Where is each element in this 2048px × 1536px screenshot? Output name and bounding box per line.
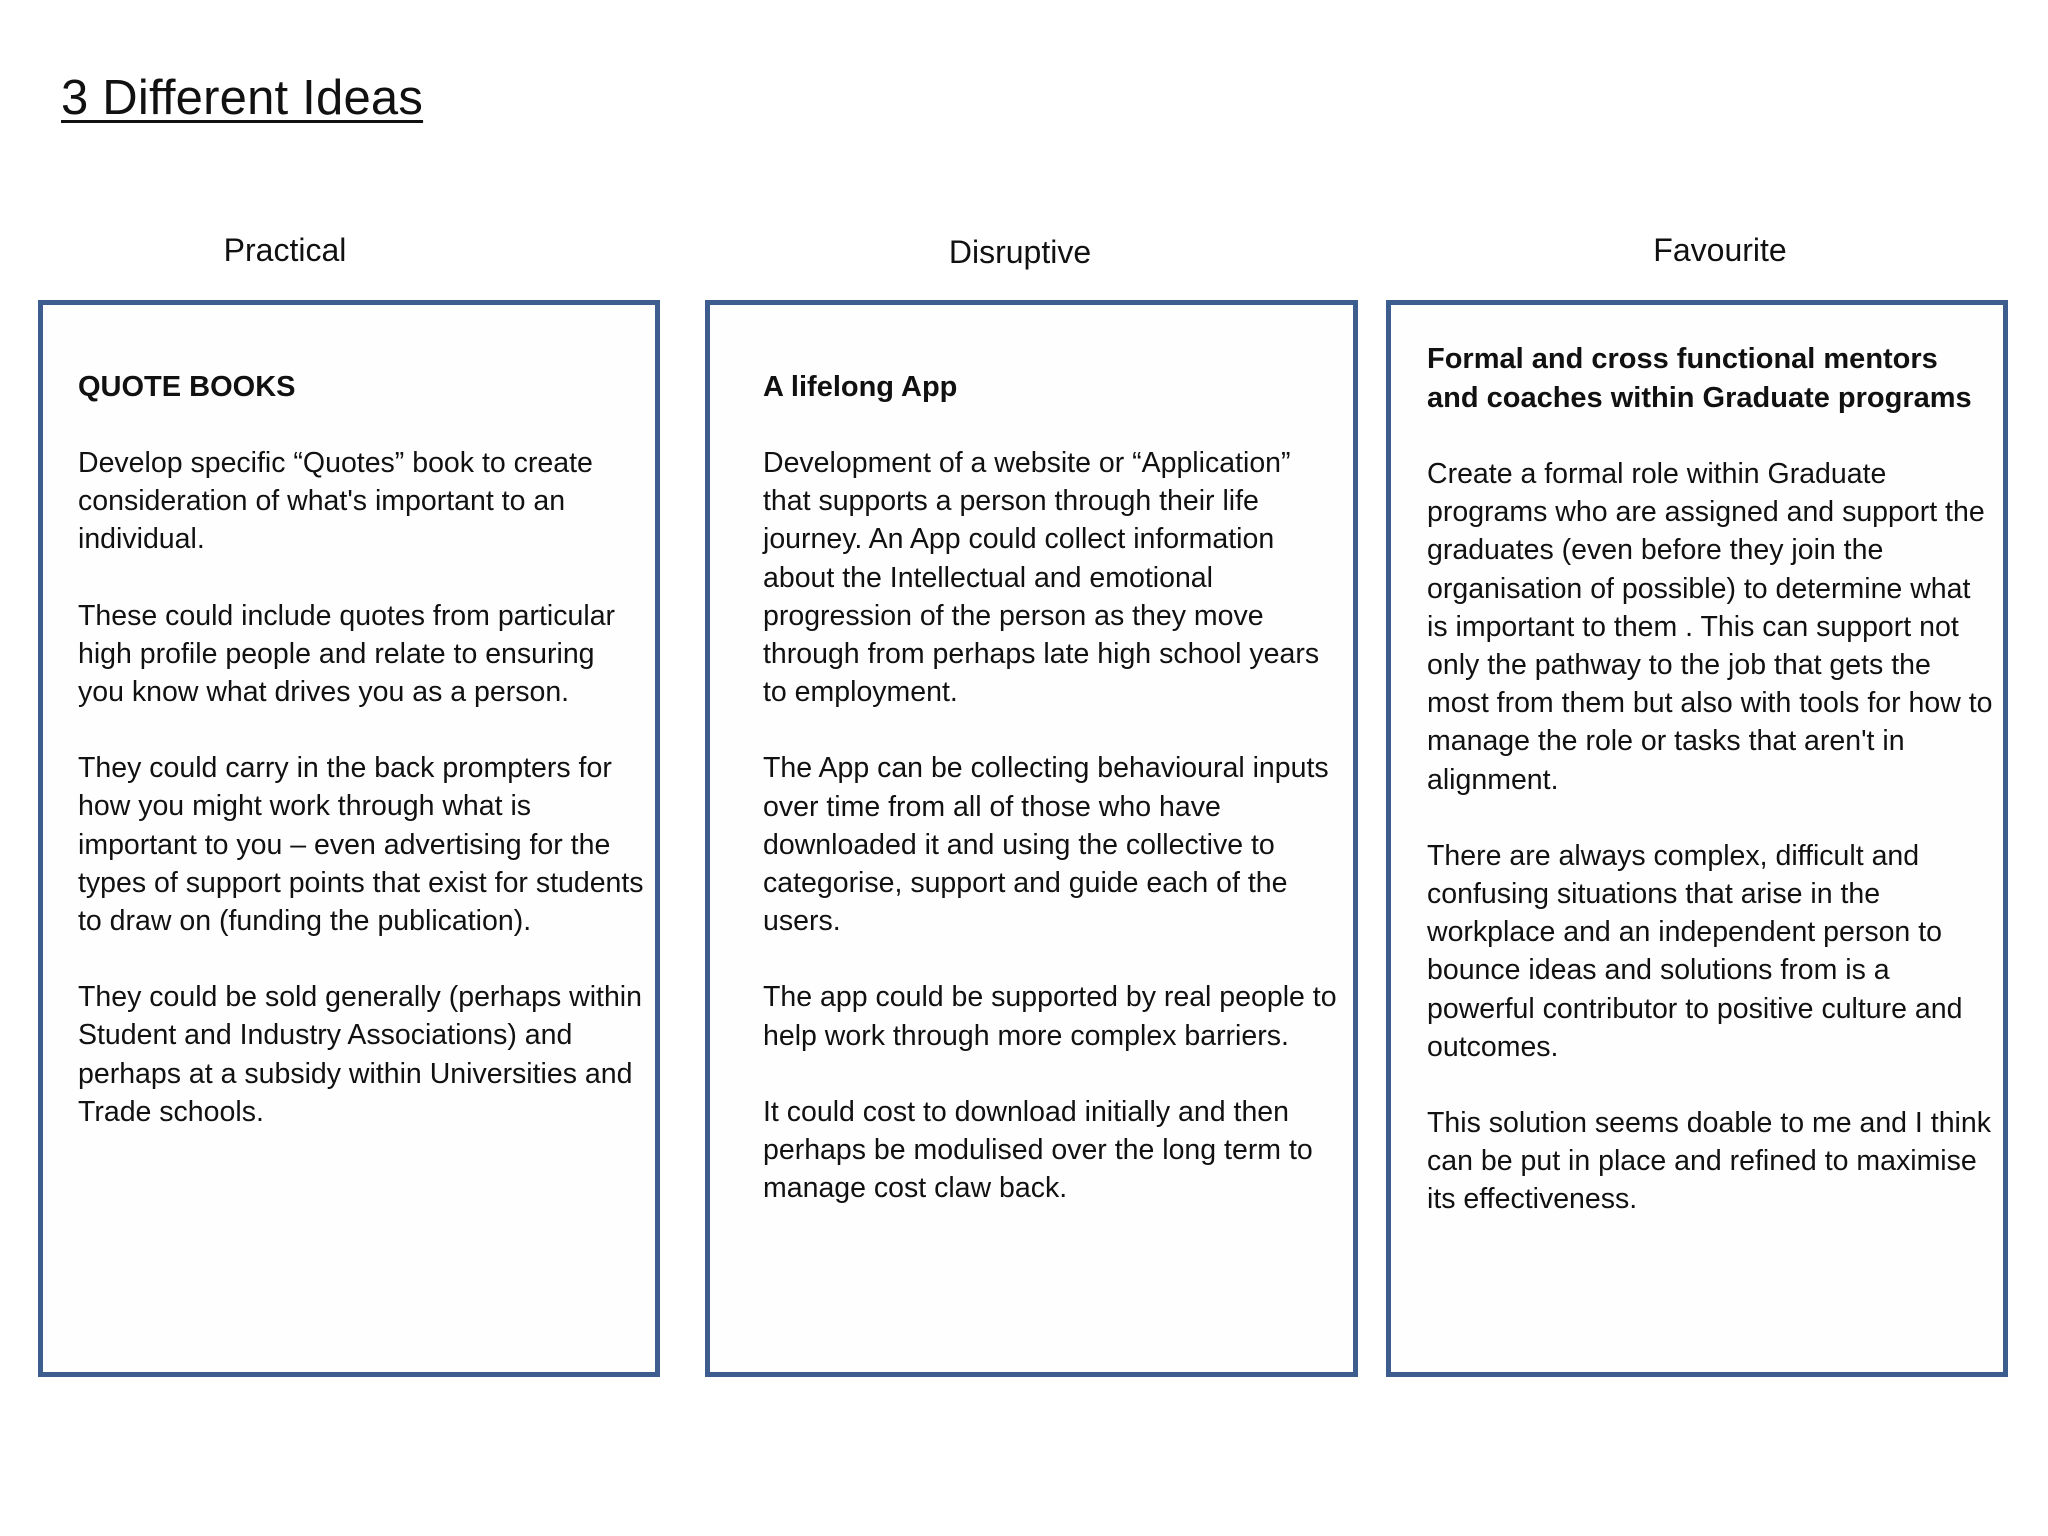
idea-paragraph: These could include quotes from particular high profile people and relate to ensuring you know what drives you as a person. [78, 599, 616, 709]
idea-paragraph: The App can be collecting behavioural inputs over time from all of those who have downloaded it and using the collective to categorise, support and guide each of the users. [763, 752, 1329, 938]
idea-paragraph: Development of a website or “Application” that supports a person through their life journey. An App could collect information about the Intellectual and emotional progression of the person as they move through from perhaps late high school years to employment. [763, 447, 1320, 709]
idea-card-disruptive [705, 300, 1358, 1377]
column-label-practical: Practical [223, 232, 347, 268]
idea-paragraph: The app could be supported by real people to help work through more complex barriers. [763, 981, 1337, 1052]
idea-paragraph: Create a formal role within Graduate programs who are assigned and support the graduates (even before they join the organisation of possible) to determine what is important to them . This can support not only the pathway to the job that gets the most from them but also with tools for how to manage the role or tasks that aren't in alignment. [1427, 458, 1993, 796]
idea-paragraph: Develop specific “Quotes” book to create consideration of what's important to an individual. [78, 447, 593, 556]
idea-card-content [78, 368, 648, 1169]
idea-paragraph: There are always complex, difficult and confusing situations that arise in the workplace and an independent person to bounce ideas and solutions from is a powerful contributor to positive culture and outcomes. [1427, 839, 1963, 1063]
idea-heading: QUOTE BOOKS [78, 371, 296, 403]
idea-card-practical [38, 300, 660, 1377]
idea-card-content [763, 368, 1338, 1245]
column-label-favourite: Favourite [1653, 232, 1787, 268]
idea-paragraph: They could be sold generally (perhaps within Student and Industry Associations) and perhaps at a subsidy within Universities and Trade schools. [78, 981, 642, 1128]
idea-paragraph: They could carry in the back prompters for how you might work through what is important to you – even advertising for the types of support points that exist for students to draw on (funding the publication). [78, 752, 644, 938]
idea-card-favourite [1386, 300, 2008, 1377]
idea-card-content [1427, 340, 1997, 1257]
idea-paragraph: This solution seems doable to me and I think can be put in place and refined to maximise its effectiveness. [1427, 1107, 1991, 1216]
column-label-disruptive: Disruptive [948, 234, 1092, 270]
idea-heading: A lifelong App [763, 371, 958, 403]
idea-paragraph: It could cost to download initially and then perhaps be modulised over the long term to manage cost claw back. [763, 1095, 1313, 1205]
page-title: 3 Different Ideas [61, 71, 424, 125]
idea-heading: Formal and cross functional mentors and coaches within Graduate programs [1427, 343, 1972, 414]
